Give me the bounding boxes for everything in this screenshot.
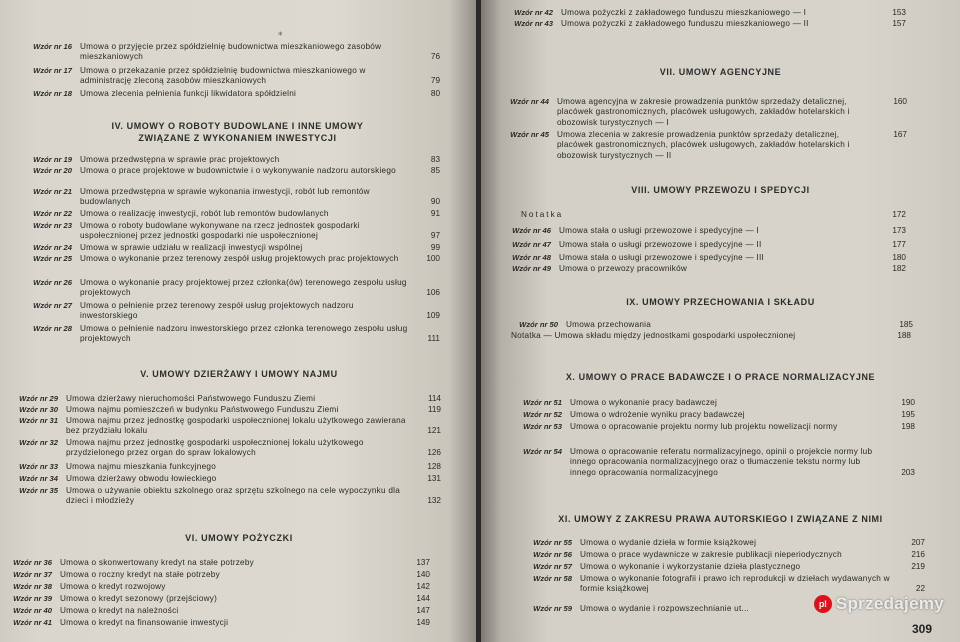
entry-title: Umowa przedwstępna w sprawie wykonania inwestycji, robót lub remontów budowlanych bbox=[80, 187, 370, 207]
section-heading: IV. UMOWY O ROBOTY BUDOWLANE I INNE UMOWY ZWIĄZANE Z WYKONANIEM INWESTYCJI bbox=[111, 121, 364, 143]
entry-label: Wzór nr 53 bbox=[523, 422, 562, 431]
entry-title: Notatka — Umowa składu między jednostkami gospodarki uspołecznionej bbox=[511, 331, 796, 340]
entry-title: Umowa najmu pomieszczeń w budynku Państwowego Funduszu Ziemi bbox=[66, 405, 339, 414]
toc-entry bbox=[0, 89, 440, 99]
entry-title: Umowa o wykonanie i wykorzystanie dzieła plastycznego bbox=[580, 562, 801, 571]
entry-label: Wzór nr 19 bbox=[33, 155, 72, 164]
entry-title: Umowa stała o usługi przewozowe i spedycyjne — III bbox=[559, 253, 764, 262]
entry-page: 91 bbox=[430, 209, 440, 218]
entry-page: 80 bbox=[430, 89, 440, 98]
entry-title: Umowa o skonwertowany kredyt na stałe potrzeby bbox=[60, 558, 254, 567]
toc-entry bbox=[0, 301, 440, 322]
entry-page: 97 bbox=[430, 231, 440, 241]
entry-page: 144 bbox=[416, 594, 430, 603]
entry-title: Umowa stała o usługi przewozowe i spedycyjne — II bbox=[559, 240, 762, 249]
entry-page: 126 bbox=[427, 448, 441, 458]
toc-entry bbox=[0, 42, 440, 63]
entry-label: Wzór nr 16 bbox=[33, 42, 72, 51]
entry-title: Umowa przedwstępna w sprawie prac projektowych bbox=[80, 155, 280, 164]
toc-entry bbox=[481, 226, 906, 236]
toc-entry bbox=[0, 558, 430, 568]
left-page bbox=[0, 0, 478, 642]
entry-label: Wzór nr 45 bbox=[510, 130, 549, 139]
entry-title: Umowa o wykonanie pracy projektowej przez członka(ów) terenowego zespołu usług projektowych bbox=[80, 278, 407, 298]
entry-label: Wzór nr 35 bbox=[19, 486, 58, 495]
entry-page: 182 bbox=[892, 264, 906, 273]
entry-page: 22 bbox=[915, 584, 925, 594]
entry-label: Wzór nr 39 bbox=[13, 594, 52, 603]
entry-page: 99 bbox=[430, 243, 440, 252]
entry-page: 153 bbox=[892, 8, 906, 17]
entry-title: Umowa przechowania bbox=[566, 320, 652, 329]
entry-label: Wzór nr 31 bbox=[19, 416, 58, 425]
entry-title: Umowa o kredyt rozwojowy bbox=[60, 582, 166, 591]
toc-entry bbox=[0, 324, 440, 345]
toc-entry bbox=[0, 187, 440, 208]
entry-page: 190 bbox=[901, 398, 915, 407]
section-heading: VI. UMOWY POŻYCZKI bbox=[185, 533, 293, 543]
entry-label: Wzór nr 20 bbox=[33, 166, 72, 175]
entry-title: Umowa dzierżawy obwodu łowieckiego bbox=[66, 474, 217, 483]
entry-label: Wzór nr 29 bbox=[19, 394, 58, 403]
right-page bbox=[481, 0, 960, 642]
entry-label: Wzór nr 18 bbox=[33, 89, 72, 98]
toc-entry bbox=[0, 438, 441, 459]
entry-page: 177 bbox=[892, 240, 906, 249]
entry-title: Umowa najmu mieszkania funkcyjnego bbox=[66, 462, 217, 471]
entry-label: Wzór nr 49 bbox=[512, 264, 551, 273]
toc-entry bbox=[0, 166, 440, 176]
section-heading: X. UMOWY O PRACE BADAWCZE I O PRACE NORMALIZACYJNE bbox=[565, 372, 876, 382]
entry-label: Wzór nr 27 bbox=[33, 301, 72, 310]
entry-page: 109 bbox=[426, 311, 440, 321]
entry-label: Wzór nr 54 bbox=[523, 447, 562, 456]
entry-label: Wzór nr 47 bbox=[512, 240, 551, 249]
toc-entry bbox=[0, 278, 440, 299]
entry-label: Wzór nr 33 bbox=[19, 462, 58, 471]
entry-title: Umowa agencyjna w zakresie prowadzenia punktów sprzedaży detalicznej, placówek gastronomicznych, placówek usługowych, zakładów hotelarskich i obozowisk turystycznych — I bbox=[557, 97, 850, 127]
entry-page: 131 bbox=[427, 474, 441, 483]
entry-page: 76 bbox=[430, 52, 440, 62]
entry-title: Umowa o wykonanie fotografii i prawo ich reprodukcji w dziełach wydawanych w formie książkowej bbox=[580, 574, 890, 594]
entry-label: Wzór nr 58 bbox=[533, 574, 572, 583]
entry-page: 128 bbox=[427, 462, 441, 471]
entry-label: Wzór nr 52 bbox=[523, 410, 562, 419]
toc-entry bbox=[0, 618, 430, 628]
entry-title: Umowa o opracowanie projektu normy lub projektu nowelizacji normy bbox=[570, 422, 838, 431]
toc-entry bbox=[481, 130, 907, 161]
entry-title: Umowa zlecenia pełnienia funkcji likwidatora spółdzielni bbox=[80, 89, 297, 98]
entry-title: Umowa o opracowanie referatu normalizacyjnego, opinii o projekcie normy lub innego opracowania normalizacyjnego oraz o tłumaczenie tekstu normy lub innego opracowania normalizacyjnego bbox=[570, 447, 873, 477]
entry-page: 83 bbox=[430, 155, 440, 164]
entry-label: Wzór nr 25 bbox=[33, 254, 72, 263]
entry-label: Wzór nr 57 bbox=[533, 562, 572, 571]
toc-entry bbox=[0, 243, 440, 253]
entry-label: Wzór nr 21 bbox=[33, 187, 72, 196]
toc-entry bbox=[481, 253, 906, 263]
entry-label: Wzór nr 28 bbox=[33, 324, 72, 333]
toc-entry bbox=[0, 570, 430, 580]
entry-title: Umowa o wydanie dzieła w formie książkowej bbox=[580, 538, 757, 547]
toc-entry bbox=[490, 410, 915, 420]
entry-label: Wzór nr 17 bbox=[33, 66, 72, 75]
entry-title: Umowa o pełnienie przez terenowy zespół usług projektowych nadzoru inwestorskiego bbox=[80, 301, 354, 321]
toc-entry bbox=[500, 562, 925, 572]
watermark-logo-icon: pl bbox=[814, 595, 832, 613]
entry-title: Umowa w sprawie udziału w realizacji inwestycji wspólnej bbox=[80, 243, 303, 252]
section-heading: XI. UMOWY Z ZAKRESU PRAWA AUTORSKIEGO I ZWIĄZANE Z NIMI bbox=[558, 514, 883, 524]
toc-entry bbox=[490, 447, 915, 478]
entry-label: Wzór nr 34 bbox=[19, 474, 58, 483]
entry-label: Wzór nr 23 bbox=[33, 221, 72, 230]
toc-entry bbox=[0, 221, 440, 242]
section-heading: VIII. UMOWY PRZEWOZU I SPEDYCJI bbox=[631, 185, 810, 195]
entry-label: Wzór nr 46 bbox=[512, 226, 551, 235]
entry-page: 219 bbox=[911, 562, 925, 571]
toc-note bbox=[481, 331, 911, 341]
entry-page: 106 bbox=[426, 288, 440, 298]
toc-entry bbox=[0, 606, 430, 616]
entry-page: 111 bbox=[427, 334, 440, 344]
entry-page: 119 bbox=[427, 405, 441, 414]
entry-page: 114 bbox=[427, 394, 441, 403]
entry-page: 142 bbox=[416, 582, 430, 591]
toc-entry bbox=[0, 416, 441, 437]
entry-label: Wzór nr 42 bbox=[514, 8, 553, 17]
entry-title: Umowa o przewozy pracowników bbox=[559, 264, 688, 273]
entry-label: Wzór nr 41 bbox=[13, 618, 52, 627]
entry-page: 198 bbox=[901, 422, 915, 431]
entry-title: Umowa o kredyt sezonowy (przejściowy) bbox=[60, 594, 218, 603]
entry-page: 100 bbox=[426, 254, 440, 263]
toc-entry bbox=[0, 394, 441, 404]
toc-entry bbox=[0, 155, 440, 165]
toc-entry bbox=[0, 254, 440, 264]
entry-page: 132 bbox=[427, 496, 441, 506]
entry-page: 180 bbox=[892, 253, 906, 262]
entry-title: Umowa dzierżawy nieruchomości Państwowego Funduszu Ziemi bbox=[66, 394, 316, 403]
toc-entry bbox=[0, 474, 441, 484]
entry-page: 167 bbox=[893, 130, 907, 139]
entry-title: Umowa stała o usługi przewozowe i spedycyjne — I bbox=[559, 226, 759, 235]
entry-label: Wzór nr 44 bbox=[510, 97, 549, 106]
toc-entry bbox=[490, 422, 915, 432]
entry-label: Wzór nr 55 bbox=[533, 538, 572, 547]
entry-page: 147 bbox=[416, 606, 430, 615]
watermark bbox=[814, 594, 944, 614]
entry-title: Umowa o wykonanie przez terenowy zespół usług projektowych prac projektowych bbox=[80, 254, 399, 263]
entry-title: Umowa o przekazanie przez spółdzielnię budownictwa mieszkaniowego w administrację zleconą zasobów mieszkaniowych bbox=[80, 66, 366, 86]
entry-page: 79 bbox=[430, 76, 440, 86]
entry-title: Umowa o wydanie i rozpowszechnianie ut... bbox=[580, 604, 750, 613]
entry-page: 188 bbox=[897, 331, 911, 340]
entry-label: Wzór nr 56 bbox=[533, 550, 572, 559]
entry-label: Wzór nr 59 bbox=[533, 604, 572, 613]
toc-entry bbox=[0, 209, 440, 219]
entry-title: Umowa o pełnienie nadzoru inwestorskiego przez członka terenowego zespołu usług projektowych bbox=[80, 324, 408, 344]
entry-title: Umowa o wykonanie pracy badawczej bbox=[570, 398, 718, 407]
toc-entry bbox=[0, 405, 441, 415]
entry-page: 90 bbox=[430, 197, 440, 207]
toc-entry bbox=[0, 462, 441, 472]
toc-entry bbox=[500, 574, 925, 595]
entry-title: Umowa o używanie obiektu szkolnego oraz sprzętu szkolnego na cele wypoczynku dla dzieci i młodzieży bbox=[66, 486, 401, 506]
entry-label: Wzór nr 38 bbox=[13, 582, 52, 591]
entry-title: Umowa pożyczki z zakładowego funduszu mieszkaniowego — II bbox=[561, 19, 809, 28]
entry-page: 140 bbox=[416, 570, 430, 579]
toc-entry bbox=[481, 8, 906, 18]
entry-page: 185 bbox=[899, 320, 913, 329]
section-heading: IX. UMOWY PRZECHOWANIA I SKŁADU bbox=[626, 297, 815, 307]
entry-page: 149 bbox=[416, 618, 430, 627]
entry-title: Umowa o realizację inwestycji, robót lub remontów budowlanych bbox=[80, 209, 329, 218]
entry-title: Umowa o roboty budowlane wykonywane na rzecz jednostek gospodarki uspołecznionej przez jednostki gospodarki nie uspołecznionej bbox=[80, 221, 360, 241]
entry-title: Umowa o roczny kredyt na stałe potrzeby bbox=[60, 570, 220, 579]
entry-page: 173 bbox=[892, 226, 906, 235]
entry-label: Wzór nr 40 bbox=[13, 606, 52, 615]
toc-entry bbox=[481, 264, 906, 274]
toc-entry bbox=[486, 320, 913, 330]
page-number: 309 bbox=[911, 622, 932, 636]
entry-title: Umowa o przyjęcie przez spółdzielnię budownictwa mieszkaniowego zasobów mieszkaniowych bbox=[80, 42, 382, 62]
toc-entry bbox=[481, 97, 907, 128]
entry-label: Wzór nr 43 bbox=[514, 19, 553, 28]
toc-entry bbox=[481, 19, 906, 29]
toc-entry bbox=[481, 240, 906, 250]
entry-title bbox=[521, 210, 876, 220]
entry-title: Umowa o kredyt na finansowanie inwestycji bbox=[60, 618, 229, 627]
entry-label: Wzór nr 26 bbox=[33, 278, 72, 287]
entry-page: 121 bbox=[427, 426, 441, 436]
asterisk-mark: * bbox=[278, 31, 283, 41]
toc-entry bbox=[0, 66, 440, 87]
note-text: Notatka bbox=[521, 210, 564, 219]
toc-entry bbox=[500, 550, 925, 560]
entry-page: 172 bbox=[892, 210, 906, 219]
entry-label: Wzór nr 24 bbox=[33, 243, 72, 252]
toc-entry bbox=[0, 582, 430, 592]
entry-label: Wzór nr 32 bbox=[19, 438, 58, 447]
entry-label: Wzór nr 48 bbox=[512, 253, 551, 262]
entry-page: 216 bbox=[911, 550, 925, 559]
toc-entry bbox=[500, 538, 925, 548]
watermark-text: Sprzedajemy bbox=[835, 594, 944, 613]
entry-page: 85 bbox=[430, 166, 440, 175]
toc-entry bbox=[0, 594, 430, 604]
toc-entry bbox=[490, 398, 915, 408]
entry-page: 195 bbox=[901, 410, 915, 419]
section-heading: V. UMOWY DZIERŻAWY I UMOWY NAJMU bbox=[140, 369, 338, 379]
entry-label: Wzór nr 30 bbox=[19, 405, 58, 414]
entry-title: Umowa pożyczki z zakładowego funduszu mieszkaniowego — I bbox=[561, 8, 807, 17]
entry-label: Wzór nr 36 bbox=[13, 558, 52, 567]
entry-title: Umowa najmu przez jednostkę gospodarki uspołecznionej lokalu użytkowego przydzielonego przez organ do spraw lokalowych bbox=[66, 438, 364, 458]
toc-entry bbox=[0, 486, 441, 507]
entry-label: Wzór nr 37 bbox=[13, 570, 52, 579]
toc-note bbox=[481, 210, 906, 220]
entry-page: 157 bbox=[892, 19, 906, 28]
entry-title: Umowa o wdrożenie wyniku pracy badawczej bbox=[570, 410, 745, 419]
entry-page: 137 bbox=[416, 558, 430, 567]
entry-title: Umowa o prace projektowe w budownictwie i o wykonywanie nadzoru autorskiego bbox=[80, 166, 396, 175]
entry-title: Umowa zlecenia w zakresie prowadzenia punktów sprzedaży detalicznej, placówek gastronomicznych, placówek usługowych, zakładów hotelarskich i obozowisk turystycznych — II bbox=[557, 130, 850, 160]
entry-title: Umowa o kredyt na należności bbox=[60, 606, 179, 615]
entry-page: 207 bbox=[911, 538, 925, 547]
entry-title: Umowa o prace wydawnicze w zakresie publikacji nieperiodycznych bbox=[580, 550, 842, 559]
entry-page: 203 bbox=[901, 467, 915, 477]
entry-label: Wzór nr 50 bbox=[519, 320, 558, 329]
entry-page: 160 bbox=[893, 97, 907, 106]
entry-title: Umowa najmu przez jednostkę gospodarki uspołecznionej lokalu użytkowego zawierana bez przydziału lokalu bbox=[66, 416, 406, 436]
section-heading: VII. UMOWY AGENCYJNE bbox=[659, 67, 782, 77]
entry-label: Wzór nr 51 bbox=[523, 398, 562, 407]
entry-label: Wzór nr 22 bbox=[33, 209, 72, 218]
